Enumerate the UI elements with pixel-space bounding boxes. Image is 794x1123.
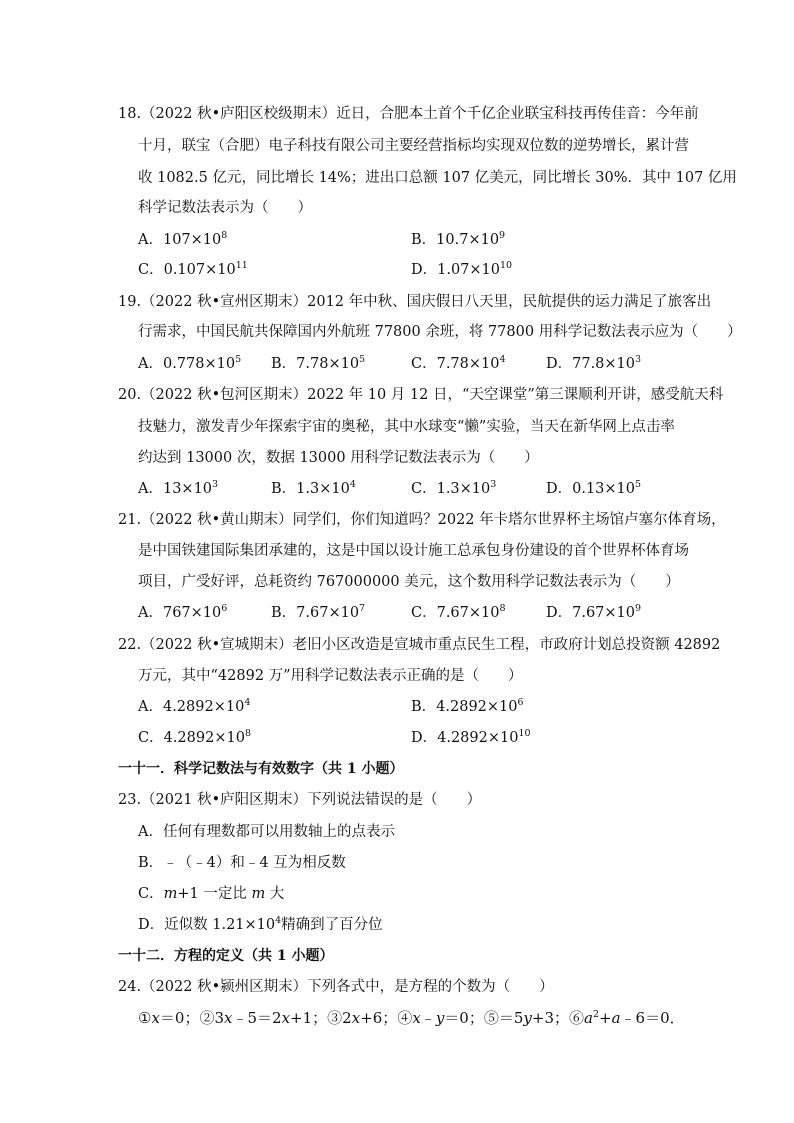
q24-expressions: ①x＝0；②3x﹣5＝2x+1；③2x+6；④x﹣y＝0；⑤＝5y+3；$⑥a^2+a﹣6=0$． [138, 1009, 685, 1027]
q23-option-a[interactable]: A．任何有理数都可以用数轴上的点表示 [138, 824, 395, 840]
q23-option-b[interactable]: B．﹣（﹣4）和﹣4 互为相反数 [138, 855, 346, 871]
q22-line-1: 22.（2022 秋•宣城期末）老旧小区改造是宣城市重点民生工程，市政府计划总投资额 42892 [118, 637, 721, 653]
q20-option-b[interactable]: B．$1.3\times 10^4$ [271, 479, 356, 497]
q21-option-d[interactable]: D．$7.67\times 10^9$ [546, 603, 642, 621]
q20-option-c[interactable]: C．$1.3\times 10^3$ [411, 479, 497, 497]
q20-option-a[interactable]: A．$13\times 10^3$ [138, 479, 219, 497]
q24-stem: 24.（2022 秋•颍州区期末）下列各式中，是方程的个数为（ ） [118, 979, 554, 995]
q22-option-c[interactable]: C．$4.2892\times 10^8$ [138, 728, 251, 746]
q21-option-b[interactable]: B．$7.67\times 10^7$ [271, 603, 366, 621]
q18-line-3: 收 1082.5 亿元，同比增长 14%；进出口总额 107 亿美元，同比增长 30%．其中 107 亿用 [138, 170, 737, 186]
q18-option-a[interactable]: A．$107\times 10^8$ [138, 230, 228, 248]
q19-option-a[interactable]: A．$0.778\times 10^5$ [138, 354, 242, 372]
q18-line-4: 科学记数法表示为（ ） [138, 200, 312, 216]
q20-line-3: 约达到 13000 次，数据 13000 用科学记数法表示为（ ） [138, 450, 539, 466]
q18-option-d[interactable]: D．$1.07\times 10^{10}$ [411, 260, 513, 278]
q18-line-1: 18.（2022 秋•庐阳区校级期末）近日，合肥本土首个千亿企业联宝科技再传佳音：今年前 [118, 106, 699, 122]
q21-option-a[interactable]: A．$767\times 10^6$ [138, 603, 228, 621]
q22-option-d[interactable]: D．$4.2892\times 10^{10}$ [411, 728, 531, 746]
q22-option-a[interactable]: A．$4.2892\times 10^4$ [138, 697, 251, 715]
q20-line-1: 20.（2022 秋•包河区期末）2022 年 10 月 12 日，“天空课堂”第三课顺利开讲，感受航天科 [118, 387, 724, 403]
q19-option-d[interactable]: D．$77.8\times 10^3$ [546, 354, 642, 372]
q23-option-d[interactable]: D．近似数 $1.21\times 10^4$精确到了百分位 [138, 915, 383, 933]
section-heading-11: 一十一．科学记数法与有效数字（共 1 小题） [118, 761, 404, 777]
q19-line-1: 19.（2022 秋•宣州区期末）2012 年中秋、国庆假日八天里，民航提供的运力满足了旅客出 [118, 294, 712, 310]
q21-line-3: 项目，广受好评，总耗资约 767000000 美元，这个数用科学记数法表示为（ ） [138, 574, 680, 590]
q19-line-2: 行需求，中国民航共保障国内外航班 77800 余班，将 77800 用科学记数法表示应为（ ） [138, 324, 742, 340]
q23-stem: 23.（2021 秋•庐阳区期末）下列说法错误的是（ ） [118, 792, 482, 808]
q22-option-b[interactable]: B．$4.2892\times 10^6$ [411, 697, 524, 715]
q21-line-1: 21.（2022 秋•黄山期末）同学们，你们知道吗？2022 年卡塔尔世界杯主场馆卢塞尔体育场， [118, 512, 726, 528]
q18-option-c[interactable]: C．$0.107\times 10^{11}$ [138, 260, 248, 278]
q20-line-2: 技魅力，激发青少年探索宇宙的奥秘，其中水球变“懒”实验，当天在新华网上点击率 [138, 419, 675, 435]
q23-option-c[interactable]: C．m+1 一定比 m 大 [138, 886, 285, 902]
q18-line-2: 十月，联宝（合肥）电子科技有限公司主要经营指标均实现双位数的逆势增长，累计营 [138, 138, 689, 154]
q19-option-c[interactable]: C．$7.78\times 10^4$ [411, 354, 506, 372]
q20-option-d[interactable]: D．$0.13\times 10^5$ [546, 479, 642, 497]
q19-option-b[interactable]: B．$7.78\times 10^5$ [271, 354, 366, 372]
section-heading-12: 一十二．方程的定义（共 1 小题） [118, 948, 334, 964]
q21-option-c[interactable]: C．$7.67\times 10^8$ [411, 603, 506, 621]
q22-line-2: 万元，其中“42892 万”用科学记数法表示正确的是（ ） [138, 668, 523, 684]
q18-option-b[interactable]: B．$10.7\times 10^9$ [411, 230, 506, 248]
q21-line-2: 是中国铁建国际集团承建的，这是中国以设计施工总承包身份建设的首个世界杯体育场 [138, 543, 689, 559]
